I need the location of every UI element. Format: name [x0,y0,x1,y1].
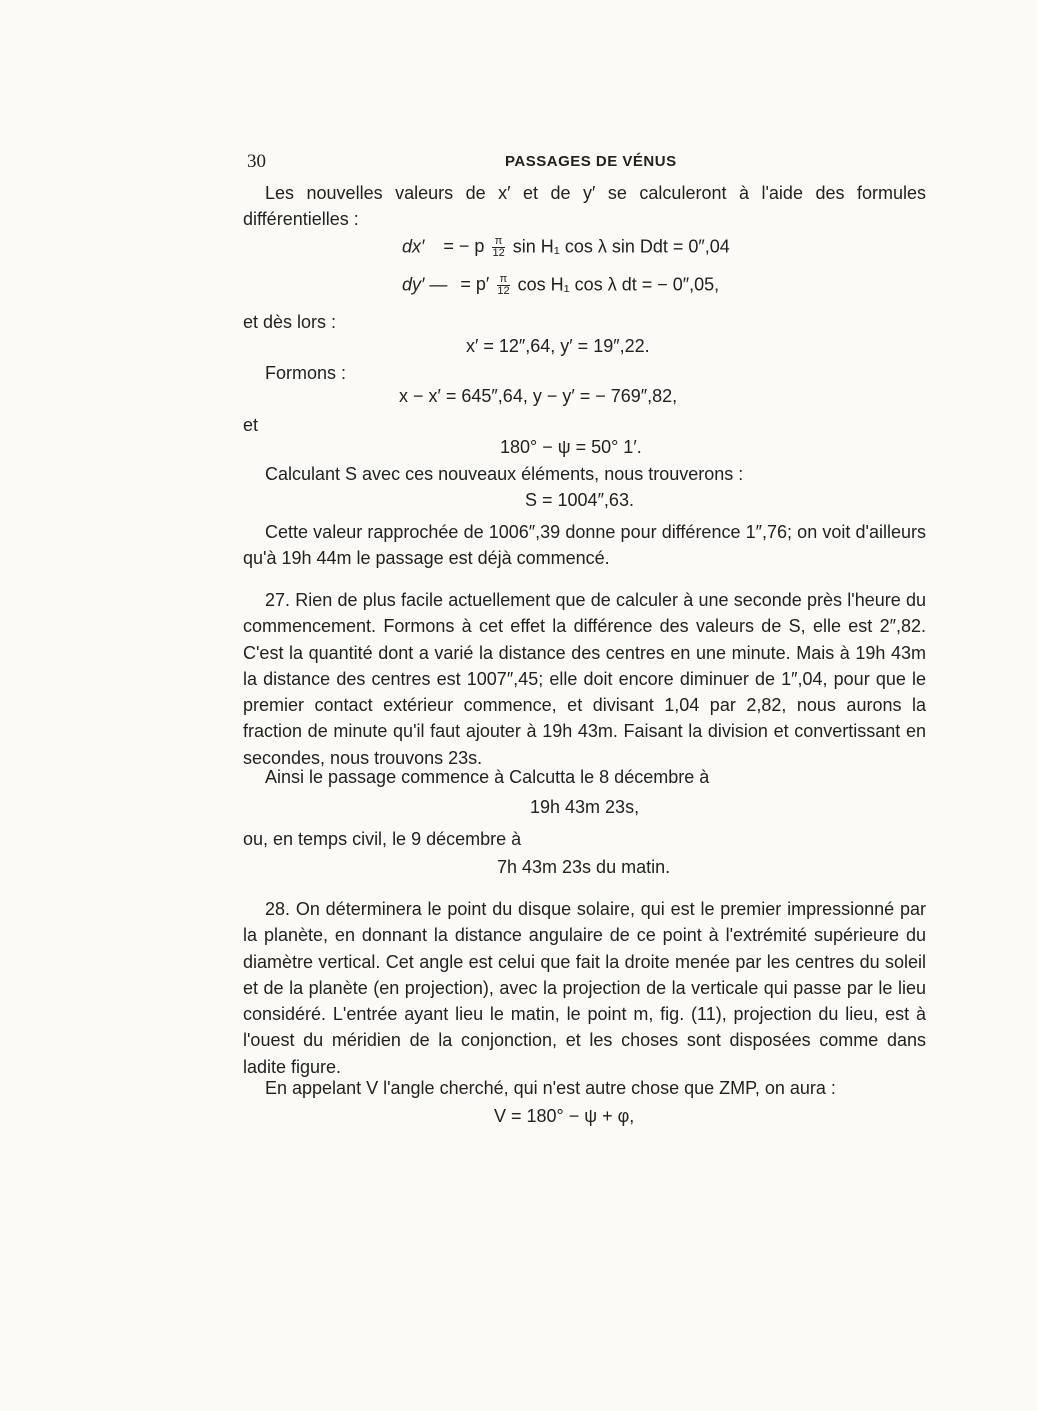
equation-dy [402,274,719,297]
paragraph-27: 27. Rien de plus facile actuellement que de calculer à une seconde près l'heure du commencement. Formons à cet effet la différence des valeurs de S, elle est 2″,82. C'est la quantité dont a varié la distance des centres en une minute. Mais à 19h 43m la distance des centres est 1007″,45; elle doit encore diminuer de 1″,04, pour que le premier contact extérieur commence, et divisant 1,04 par 2,82, nous aurons la fraction de minute qu'il faut ajouter à 19h 43m. Faisant la division et convertissant en secondes, nous trouvons 23s. [243,590,926,768]
paragraph-calculant: Calculant S avec ces nouveaux éléments, nous trouverons : [265,464,744,484]
running-title: PASSAGES DE VÉNUS [505,153,677,170]
fraction-denominator: 12 [492,247,505,259]
paragraph-intro: Les nouvelles valeurs de x′ et de y′ se calculeront à l'aide des formules différentielles : [243,183,926,230]
label-et: et [243,415,259,435]
equation-dy-rhs: cos H₁ cos λ dt = − 0″,05, [517,274,720,295]
equation-x-y-prime: x′ = 12″,64, y′ = 19″,22. [466,336,650,356]
equation-dx [402,236,730,259]
paragraph-appelant: En appelant V l'angle cherché, qui n'est autre chose que ZMP, on aura : [265,1078,836,1098]
fraction-numerator: π [492,236,504,248]
fraction-pi-12 [492,236,504,259]
equation-s: S = 1004″,63. [525,490,634,510]
equation-time-19h: 19h 43m 23s, [530,797,640,817]
fraction-pi-12 [497,274,509,297]
equation-v: V = 180° − ψ + φ, [494,1106,635,1126]
equation-dx-lhs: dx′ [402,236,425,257]
equation-angle-psi: 180° − ψ = 50° 1′. [500,437,642,457]
fraction-denominator: 12 [497,285,510,297]
label-et-des-lors: et dès lors : [243,312,337,332]
paragraph-cette-valeur: Cette valeur rapprochée de 1006″,39 donne pour différence 1″,76; on voit d'ailleurs qu'à 19h 44m le passage est déjà commencé. [243,522,926,569]
paragraph-ainsi: Ainsi le passage commence à Calcutta le 8 décembre à [265,767,710,787]
equation-dy-lhs: dy′ — [402,274,448,295]
label-formons: Formons : [265,363,347,383]
equation-dx-mid: = − p [443,236,485,257]
fraction-numerator: π [497,274,509,286]
equation-dx-rhs: sin H₁ cos λ sin Ddt = 0″,04 [512,236,730,257]
paragraph-28: 28. On déterminera le point du disque solaire, qui est le premier impressionné par la planète, en donnant la distance angulaire de ce point à l'extrémité supérieure du diamètre vertical. Cet angle est celui que fait la droite menée par les centres du soleil et de la planète (en projection), avec la projection de la verticale qui passe par le lieu considéré. L'entrée ayant lieu le matin, le point m, fig. (11), projection du lieu, est à l'ouest du méridien de la conjonction, et les choses sont disposées comme dans ladite figure. [243,899,926,1077]
equation-time-7h: 7h 43m 23s du matin. [497,857,671,877]
equation-differences: x − x′ = 645″,64, y − y′ = − 769″,82, [399,386,678,406]
page-number: 30 [247,151,266,172]
paragraph-civil-time: ou, en temps civil, le 9 décembre à [243,829,522,849]
equation-dy-mid: = p′ [460,274,490,295]
